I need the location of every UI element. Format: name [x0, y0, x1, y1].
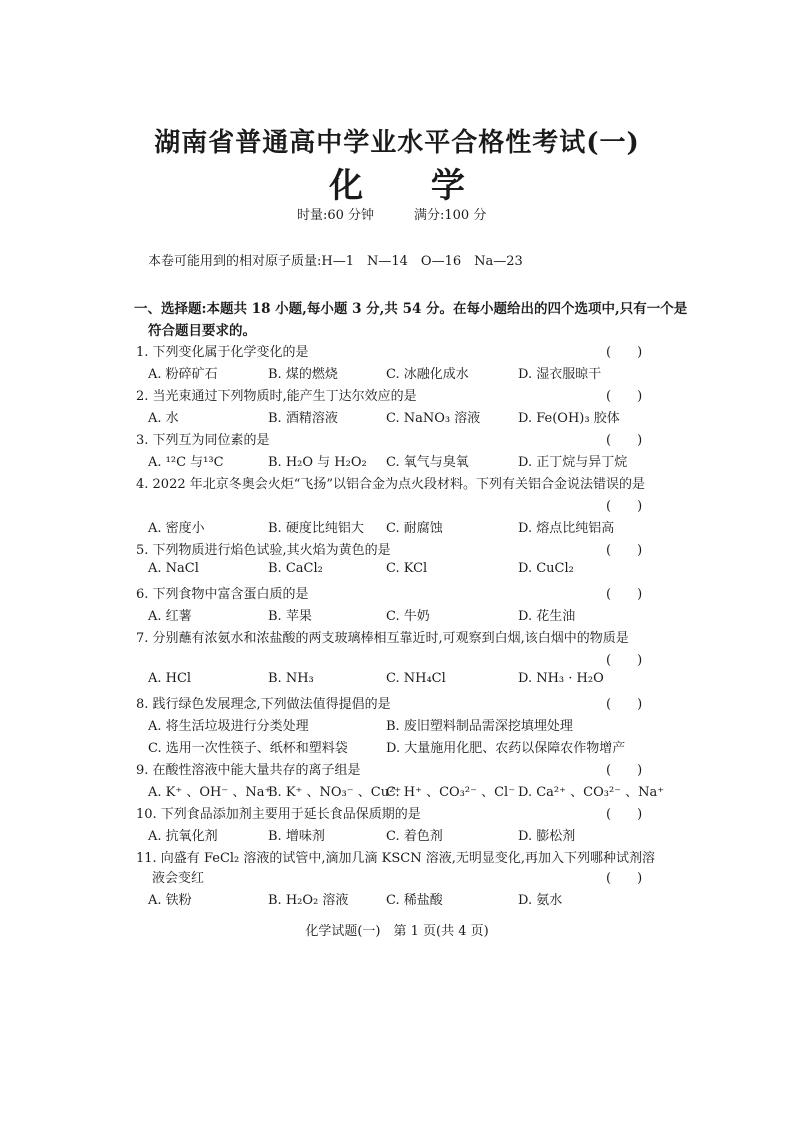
question-stem: 10. 下列食品添加剂主要用于延长食品保质期的是 [136, 807, 421, 822]
option-b: B. 增味剂 [268, 829, 325, 844]
option-d: D. CuCl₂ [518, 561, 574, 576]
option-b: B. 苹果 [268, 609, 312, 624]
option-c: C. 耐腐蚀 [386, 521, 443, 536]
option-c: C. 牛奶 [386, 609, 430, 624]
option-c: C. 选用一次性筷子、纸杯和塑料袋 [148, 741, 348, 756]
option-d: D. 花生油 [518, 609, 576, 624]
option-c: C. 氧气与臭氧 [386, 455, 469, 470]
section-heading-cont: 符合题目要求的。 [148, 323, 256, 339]
question-stem: 7. 分别蘸有浓氨水和浓盐酸的两支玻璃棒相互靠近时,可观察到白烟,该白烟中的物质是 [136, 631, 629, 646]
option-a: A. 铁粉 [148, 893, 192, 908]
answer-paren: ( ) [606, 653, 643, 668]
option-b: B. K⁺ 、NO₃⁻ 、Cu²⁺ [268, 785, 402, 800]
time-limit: 时量:60 分钟 [297, 208, 375, 223]
answer-paren: ( ) [606, 345, 643, 360]
option-b: B. 硬度比纯铝大 [268, 521, 364, 536]
option-a: A. HCl [148, 671, 192, 686]
option-d: D. 熔点比纯铝高 [518, 521, 615, 536]
option-a: A. 将生活垃圾进行分类处理 [148, 719, 309, 734]
answer-paren: ( ) [606, 871, 643, 886]
option-a: A. 密度小 [148, 521, 205, 536]
answer-paren: ( ) [606, 807, 643, 822]
option-d: D. 膨松剂 [518, 829, 576, 844]
option-d: D. Ca²⁺ 、CO₃²⁻ 、Na⁺ [518, 785, 665, 800]
option-a: A. 水 [148, 411, 179, 426]
option-b: B. H₂O 与 H₂O₂ [268, 455, 367, 470]
option-b: B. 酒精溶液 [268, 411, 338, 426]
option-c: C. 冰融化成水 [386, 367, 469, 382]
option-c: C. NH₄Cl [386, 671, 446, 686]
answer-paren: ( ) [606, 697, 643, 712]
option-b: B. NH₃ [268, 671, 314, 686]
question-stem: 8. 践行绿色发展理念,下列做法值得提倡的是 [136, 697, 391, 712]
option-b: B. H₂O₂ 溶液 [268, 893, 349, 908]
question-stem: 3. 下列互为同位素的是 [136, 433, 270, 448]
option-b: B. 煤的燃烧 [268, 367, 338, 382]
option-d: D. NH₃ · H₂O [518, 671, 604, 686]
option-b: B. CaCl₂ [268, 561, 323, 576]
answer-paren: ( ) [606, 433, 643, 448]
section-heading: 一、选择题:本题共 18 小题,每小题 3 分,共 54 分。在每小题给出的四个选项中,只有一个是 [134, 301, 688, 317]
answer-paren: ( ) [606, 499, 643, 514]
answer-paren: ( ) [606, 543, 643, 558]
option-c: C. H⁺ 、CO₃²⁻ 、Cl⁻ [386, 785, 516, 800]
question-stem: 11. 向盛有 FeCl₂ 溶液的试管中,滴加几滴 KSCN 溶液,无明显变化,再加入下列哪种试剂溶 [136, 851, 655, 866]
answer-paren: ( ) [606, 587, 643, 602]
option-a: A. 红薯 [148, 609, 192, 624]
option-d: D. 湿衣服晾干 [518, 367, 602, 382]
option-a: A. 抗氧化剂 [148, 829, 218, 844]
answer-paren: ( ) [606, 763, 643, 778]
question-stem: 6. 下列食物中富含蛋白质的是 [136, 587, 309, 602]
question-stem: 2. 当光束通过下列物质时,能产生丁达尔效应的是 [136, 389, 417, 404]
page-footer: 化学试题(一) 第 1 页(共 4 页) [305, 924, 489, 939]
full-score: 满分:100 分 [414, 208, 487, 223]
option-a: A. NaCl [148, 561, 199, 576]
option-d: D. 正丁烷与异丁烷 [518, 455, 628, 470]
option-d: D. 大量施用化肥、农药以保障农作物增产 [386, 741, 626, 756]
option-d: D. 氨水 [518, 893, 563, 908]
question-stem: 1. 下列变化属于化学变化的是 [136, 345, 309, 360]
option-c: C. 稀盐酸 [386, 893, 443, 908]
option-a: A. 粉碎矿石 [148, 367, 218, 382]
answer-paren: ( ) [606, 389, 643, 404]
question-stem: 5. 下列物质进行焰色试验,其火焰为黄色的是 [136, 543, 391, 558]
option-c: C. KCl [386, 561, 428, 576]
option-d: D. Fe(OH)₃ 胶体 [518, 411, 620, 426]
atomic-masses: 本卷可能用到的相对原子质量:H—1 N—14 O—16 Na—23 [148, 254, 523, 269]
exam-title: 湖南省普通高中学业水平合格性考试(一) [154, 128, 640, 158]
option-a: A. K⁺ 、OH⁻ 、Na⁺ [148, 785, 272, 800]
question-stem: 9. 在酸性溶液中能大量共存的离子组是 [136, 763, 361, 778]
question-stem: 4. 2022 年北京冬奥会火炬“飞扬”以铝合金为点火段材料。下列有关铝合金说法错误的是 [136, 477, 646, 492]
option-a: A. ¹²C 与¹³C [148, 455, 224, 470]
option-c: C. 着色剂 [386, 829, 443, 844]
option-b: B. 废旧塑料制品需深挖填埋处理 [386, 719, 573, 734]
option-c: C. NaNO₃ 溶液 [386, 411, 481, 426]
subject-title: 化 学 [329, 166, 493, 206]
question-stem-cont: 液会变红 [152, 871, 205, 886]
